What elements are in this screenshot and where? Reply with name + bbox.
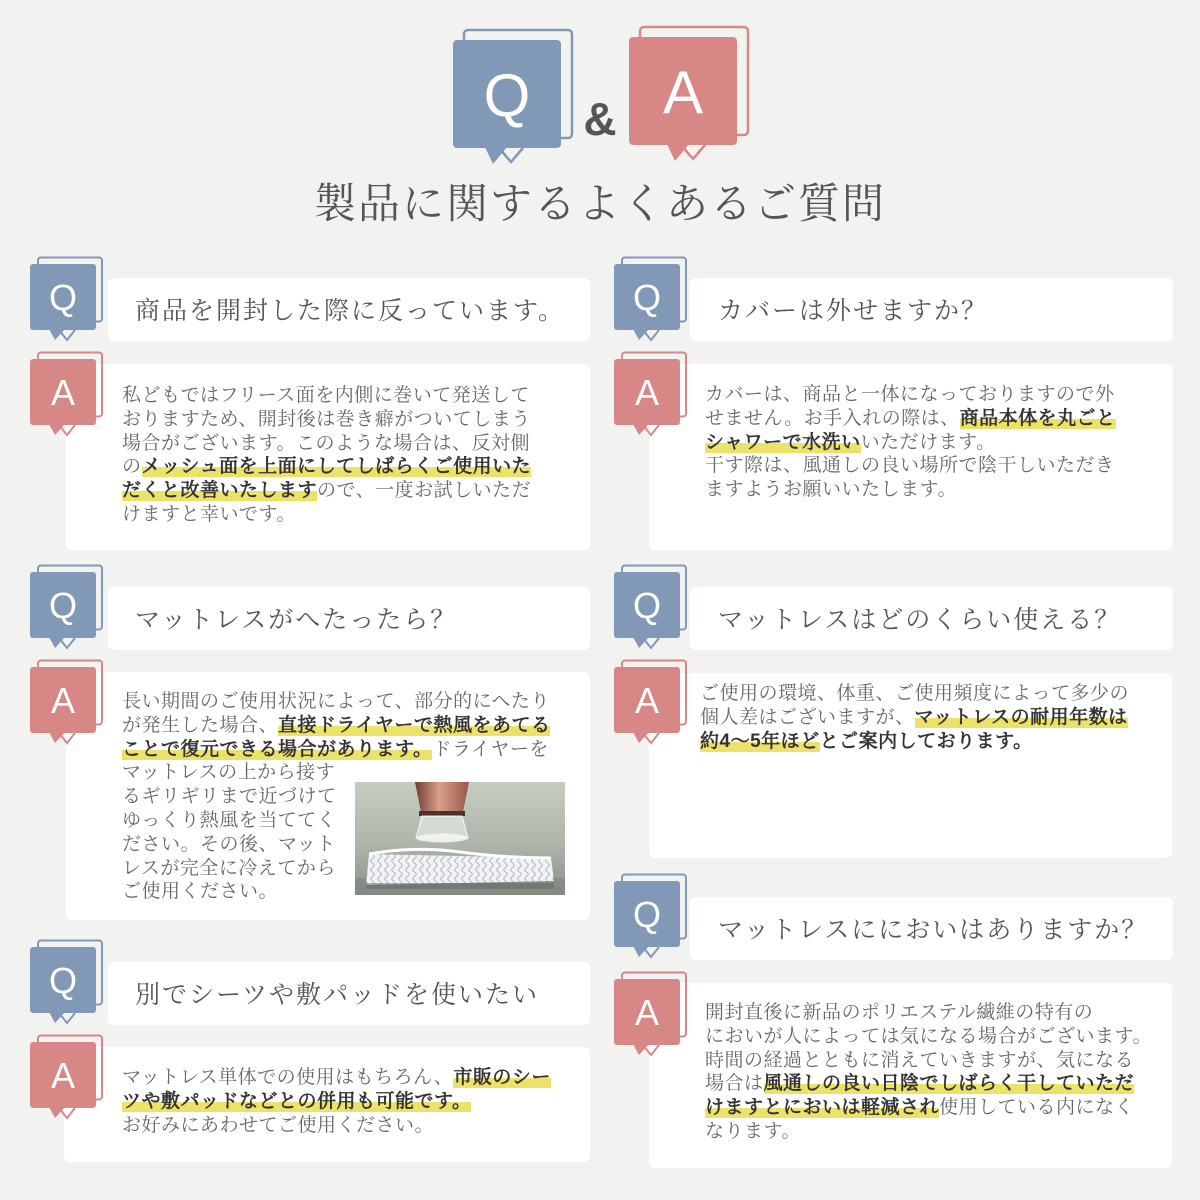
answer-badge-letter: A	[634, 680, 660, 721]
answer-badge	[613, 971, 689, 1057]
answer-text: ますようお願いいたします。	[705, 479, 957, 501]
answer-card	[66, 672, 590, 920]
question-badge	[613, 873, 689, 959]
answer-text: ゆっくり熱風を当ててく	[122, 809, 337, 831]
a-badge-shape	[613, 971, 689, 1057]
answer-badge-letter: A	[50, 1055, 76, 1096]
badge-tail-outline	[59, 638, 75, 648]
answer-highlight-text: 市販のシー	[453, 1067, 551, 1088]
answer-text: 使用している内になく	[939, 1097, 1135, 1119]
badge-tail-outline	[643, 330, 659, 340]
answer-line	[705, 431, 1116, 455]
question-badge-letter: Q	[632, 894, 662, 935]
badge-tail-outline	[59, 733, 75, 743]
answer-text: お好みにあわせてご使用ください。	[122, 1114, 435, 1136]
answer-line	[122, 714, 550, 738]
answer-text: レスが完全に冷えてから	[122, 857, 336, 879]
question-card	[108, 278, 590, 341]
answer-text: においが人によっては気になる場合がございます。	[705, 1025, 1152, 1047]
mattress-shadow	[366, 883, 554, 889]
answer-card	[649, 673, 1172, 858]
answer-text: 場合は	[705, 1073, 764, 1095]
answer-text: 干す際は、風通しの良い場所で陰干しいただき	[705, 455, 1115, 477]
answer-line	[122, 479, 531, 503]
question-badge-letter: Q	[48, 585, 78, 626]
question-badge	[29, 564, 105, 650]
question-badge-letter: Q	[48, 960, 78, 1001]
a-badge-shape	[627, 25, 751, 165]
answer-line	[705, 1096, 1152, 1120]
question-badge-letter: Q	[632, 277, 662, 318]
q-badge-shape	[451, 28, 575, 168]
answer-text: カバーは、商品と一体になっておりますので外	[705, 384, 1115, 405]
answer-text: 場合がございます。このような場合は、反対側	[122, 432, 530, 454]
answer-badge-letter: A	[634, 992, 660, 1033]
answer-text: るギリギリまで近づけて	[122, 786, 337, 808]
answer-highlight-text: 約4〜5年ほど	[700, 730, 820, 752]
answer-line	[122, 408, 531, 432]
answer-text-block	[705, 383, 1116, 502]
badge-tail-outline	[59, 1108, 75, 1118]
question-badge	[613, 564, 689, 650]
answer-line	[122, 384, 531, 408]
badge-tail-outline	[59, 330, 75, 340]
header-q-letter: Q	[483, 62, 531, 129]
answer-badge-letter: A	[50, 680, 76, 721]
answer-badge-letter: A	[50, 372, 76, 413]
answer-line	[700, 730, 1129, 754]
answer-text-block	[122, 1066, 551, 1137]
answer-badge	[29, 351, 105, 437]
badge-tail-outline	[643, 733, 659, 743]
answer-line	[700, 682, 1129, 706]
a-badge-shape	[29, 659, 105, 745]
answer-text: ご使用の環境、体重、ご使用頻度によって多少の	[700, 683, 1130, 704]
answer-line	[705, 478, 1116, 502]
ampersand: &	[583, 93, 617, 145]
question-text: 商品を開封した際に反っています。	[135, 297, 566, 325]
answer-highlight-text: 直接ドライヤーで熱風をあてる	[278, 714, 551, 736]
answer-text-block	[122, 384, 531, 527]
question-badge-letter: Q	[632, 585, 662, 626]
answer-line	[122, 1114, 551, 1138]
answer-card	[649, 983, 1172, 1168]
badge-tail-outline	[59, 425, 75, 435]
answer-line	[705, 1001, 1152, 1025]
answer-text: けますと幸いです。	[122, 503, 296, 525]
answer-text-block	[705, 1001, 1152, 1144]
answer-highlight-text: シャワーで水洗い	[705, 431, 861, 453]
answer-text: が発生した場合、	[122, 714, 279, 736]
question-card	[108, 587, 590, 650]
answer-bold-text: とご案内しております。	[819, 730, 1033, 752]
question-badge	[613, 256, 689, 342]
answer-line	[122, 1066, 551, 1090]
question-card	[690, 587, 1173, 650]
question-text: 別でシーツや敷パッドを使いたい	[135, 981, 540, 1009]
question-badge	[29, 939, 105, 1025]
question-card	[108, 962, 590, 1025]
answer-line	[122, 432, 531, 456]
answer-text: の	[122, 456, 142, 478]
answer-badge	[613, 659, 689, 745]
answer-text: なります。	[705, 1120, 801, 1142]
answer-highlight-text: ツや敷パッドなどとの併用も可能です。	[122, 1090, 472, 1112]
dryer-nozzle-rim	[416, 834, 468, 843]
q-badge-shape	[29, 256, 105, 342]
answer-line	[705, 407, 1116, 431]
q-badge-shape	[613, 564, 689, 650]
dryer-collar	[419, 811, 465, 816]
badge-tail-outline	[643, 425, 659, 435]
answer-text: せません。お手入れの際は、	[705, 407, 960, 429]
page-title: 製品に関するよくあるご質問	[313, 180, 886, 227]
answer-line	[705, 1120, 1152, 1144]
answer-line	[705, 383, 1116, 407]
answer-highlight-text: ことで復元できる場合があります。	[122, 738, 433, 760]
q-badge-shape	[29, 564, 105, 650]
question-text: マットレスはどのくらい使える？	[718, 606, 1122, 634]
answer-text: ので、一度お試しいただ	[317, 480, 532, 502]
answer-line	[122, 1090, 551, 1114]
a-badge-shape	[29, 1034, 105, 1120]
answer-card	[649, 364, 1173, 550]
badge-tail-outline	[643, 638, 659, 648]
question-card	[690, 897, 1173, 960]
badge-tail-outline	[643, 947, 659, 957]
answer-text: おりますため、開封後は巻き癖がついてしまう	[122, 408, 531, 430]
q-badge-shape	[29, 939, 105, 1025]
answer-line	[122, 738, 550, 762]
answer-highlight-text: メッシュ面を上面にしてしばらくご使用いた	[141, 456, 532, 478]
answer-text: いただけます。	[860, 431, 996, 453]
answer-highlight-text: けますとにおいは軽減され	[705, 1097, 940, 1119]
header-a-letter: A	[662, 59, 704, 126]
q-badge-shape	[613, 256, 689, 342]
answer-badge	[613, 351, 689, 437]
answer-highlight-text: マットレスの耐用年数は	[914, 706, 1128, 728]
answer-line	[705, 1072, 1152, 1096]
a-badge-shape	[613, 351, 689, 437]
badge-tail-outline	[59, 1013, 75, 1023]
answer-badge	[29, 659, 105, 745]
answer-line	[122, 503, 531, 527]
answer-line	[705, 1025, 1152, 1049]
question-badge	[29, 256, 105, 342]
badge-tail	[485, 147, 507, 164]
q-badge-shape	[613, 873, 689, 959]
answer-text: ご使用ください。	[122, 881, 279, 903]
answer-card	[64, 1047, 590, 1162]
answer-highlight-text: 風通しの良い日陰でしばらく干していただ	[763, 1073, 1135, 1095]
hair-dryer-mattress-photo	[355, 782, 565, 895]
answer-card	[66, 364, 590, 550]
answer-badge-letter: A	[634, 372, 660, 413]
answer-line	[705, 1049, 1152, 1073]
badge-tail	[667, 144, 689, 161]
answer-text: 長い期間のご使用状況によって、部分的にへたり	[122, 691, 550, 712]
dryer-body	[415, 782, 469, 812]
answer-badge	[29, 1034, 105, 1120]
header-a-badge	[627, 25, 751, 165]
badge-tail-outline	[643, 1045, 659, 1055]
answer-text: 時間の経過とともに消えていきますが、気になる	[705, 1049, 1135, 1071]
answer-text: マットレスの上から接す	[122, 762, 336, 784]
answer-text: 私どもではフリース面を内側に巻いて発送して	[122, 385, 530, 406]
answer-text: 開封直後に新品のポリエステル繊維の特有の	[705, 1002, 1094, 1023]
question-text: カバーは外せますか？	[718, 297, 989, 325]
header-q-badge	[451, 28, 575, 168]
answer-text-block	[700, 682, 1129, 753]
answer-text: ださい。その後、マット	[122, 833, 336, 855]
answer-line	[122, 455, 531, 479]
answer-line	[122, 690, 550, 714]
answer-highlight-text: だくと改善いたします	[122, 480, 318, 502]
answer-highlight-text: 商品本体を丸ごと	[959, 407, 1116, 429]
question-text: マットレスににおいはありますか？	[718, 916, 1149, 944]
answer-text: 個人差はございますが、	[700, 706, 915, 728]
question-badge-letter: Q	[48, 277, 78, 318]
question-text: マットレスがへたったら？	[135, 606, 458, 634]
question-card	[690, 278, 1173, 341]
answer-line	[705, 454, 1116, 478]
answer-text: マットレス単体での使用はもちろん、	[122, 1067, 454, 1088]
answer-line	[700, 706, 1129, 730]
a-badge-shape	[29, 351, 105, 437]
a-badge-shape	[613, 659, 689, 745]
answer-text: ドライヤーを	[432, 738, 549, 760]
